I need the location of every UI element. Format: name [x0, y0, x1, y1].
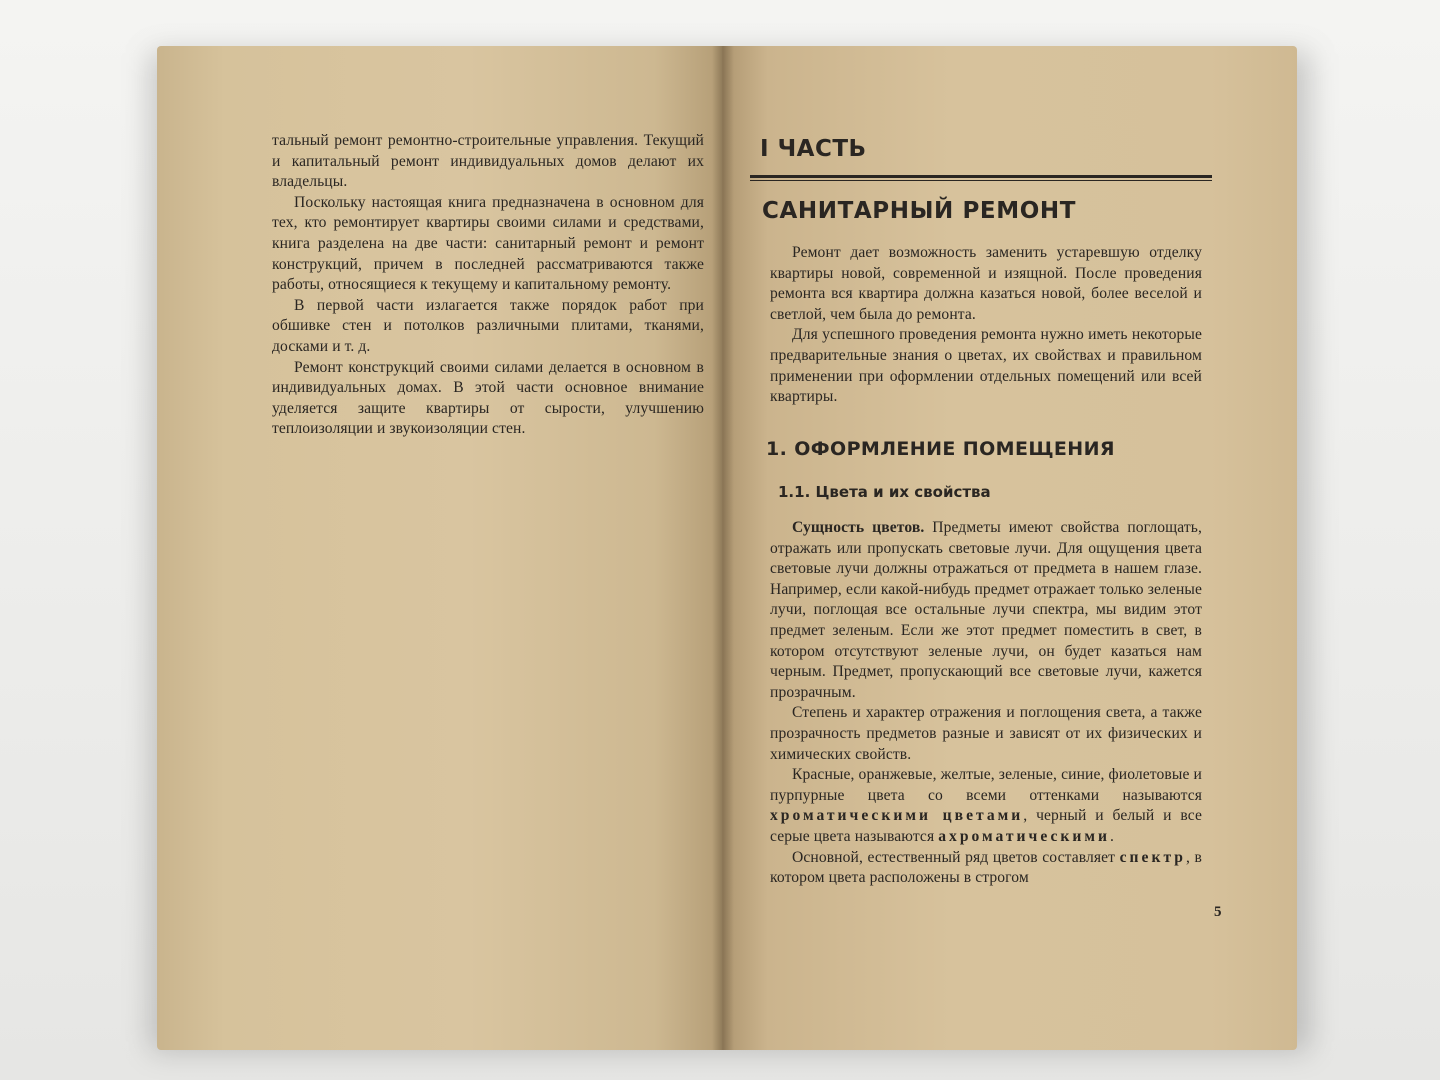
body-paragraph-3: [770, 765, 1202, 847]
term-achromatic: ахроматическими: [938, 827, 1110, 845]
body-text: [770, 518, 1202, 889]
left-paragraph-3: В первой части излагается также порядок работ при обшивке стен и потолков различными плитами, тканями, досками и т. д.: [272, 296, 704, 355]
p3-text-b: , черный и белый и все серые цвета называются: [770, 807, 1202, 845]
body-paragraph-2: Степень и характер отражения и поглощения света, а также прозрачность предметов разные и зависят от их физических и химических свойств.: [770, 704, 1202, 763]
run-in-heading: Сущность цветов.: [792, 519, 925, 536]
page-number: 5: [1214, 904, 1222, 920]
body-paragraph-1: [770, 518, 1202, 703]
part-heading: I ЧАСТЬ: [760, 136, 867, 162]
intro-paragraph-2: Для успешного проведения ремонта нужно иметь некоторые предварительные знания о цветах, их свойствах и правильном применении при оформлении отдельных помещений или всей квартиры.: [770, 326, 1202, 406]
left-paragraph-2: Поскольку настоящая книга предназначена в основном для тех, кто ремонтирует квартиры своими силами и средствами, книга разделена на две части: санитарный ремонт и ремонт конструкций, причем в последней рассматриваются также работы, относящиеся к текущему и капитальному ремонту.: [272, 193, 704, 294]
intro-text: [770, 243, 1202, 408]
p4-text-a: Основной, естественный ряд цветов составляет: [792, 848, 1120, 866]
subsection-heading: 1.1. Цвета и их свойства: [778, 483, 991, 501]
p4-text-b: , в котором цвета расположены в строгом: [770, 848, 1202, 887]
p3-text-a: Красные, оранжевые, желтые, зеленые, синие, фиолетовые и пурпурные цвета со всеми оттенками называются: [770, 766, 1202, 804]
book-gutter: [712, 46, 734, 1050]
left-page: [157, 46, 722, 1050]
heading-rule: [750, 175, 1212, 178]
chapter-heading: 1. ОФОРМЛЕНИЕ ПОМЕЩЕНИЯ: [766, 438, 1115, 460]
left-paragraph-1: тальный ремонт ремонтно-строительные управления. Текущий и капитальный ремонт индивидуальных домов делают их владельцы.: [272, 132, 704, 191]
heading-rule-thin: [750, 180, 1212, 181]
term-spectrum: спектр: [1119, 848, 1186, 866]
section-heading: САНИТАРНЫЙ РЕМОНТ: [762, 198, 1077, 224]
right-page: [722, 46, 1297, 1050]
body-paragraph-4: [770, 848, 1202, 889]
body-paragraph-1-text: Предметы имеют свойства поглощать, отражать или пропускать световые лучи. Для ощущения цвета световые лучи должны отражаться от предмета в нашем глазе. Например, если какой-нибудь предмет отражает только зеленые лучи, поглощая все остальные лучи спектра, мы видим этот предмет зеленым. Если же этот предмет поместить в свет, в котором отсутствуют зеленые лучи, он будет казаться нам черным. Предмет, пропускающий все световые лучи, кажется прозрачным.: [770, 519, 1202, 701]
intro-paragraph-1: Ремонт дает возможность заменить устаревшую отделку квартиры новой, современной и изящной. После проведения ремонта вся квартира должна казаться новой, более веселой и светлой, чем была до ремонта.: [770, 244, 1202, 323]
p3-text-c: .: [1109, 827, 1114, 845]
term-chromatic: хроматическими цветами: [770, 807, 1024, 825]
left-paragraph-4: Ремонт конструкций своими силами делается в основном в индивидуальных домах. В этой части основное внимание уделяется защите квартиры от сырости, улучшению теплоизоляции и звукоизоляции стен.: [272, 358, 704, 438]
left-page-text: [272, 131, 704, 440]
